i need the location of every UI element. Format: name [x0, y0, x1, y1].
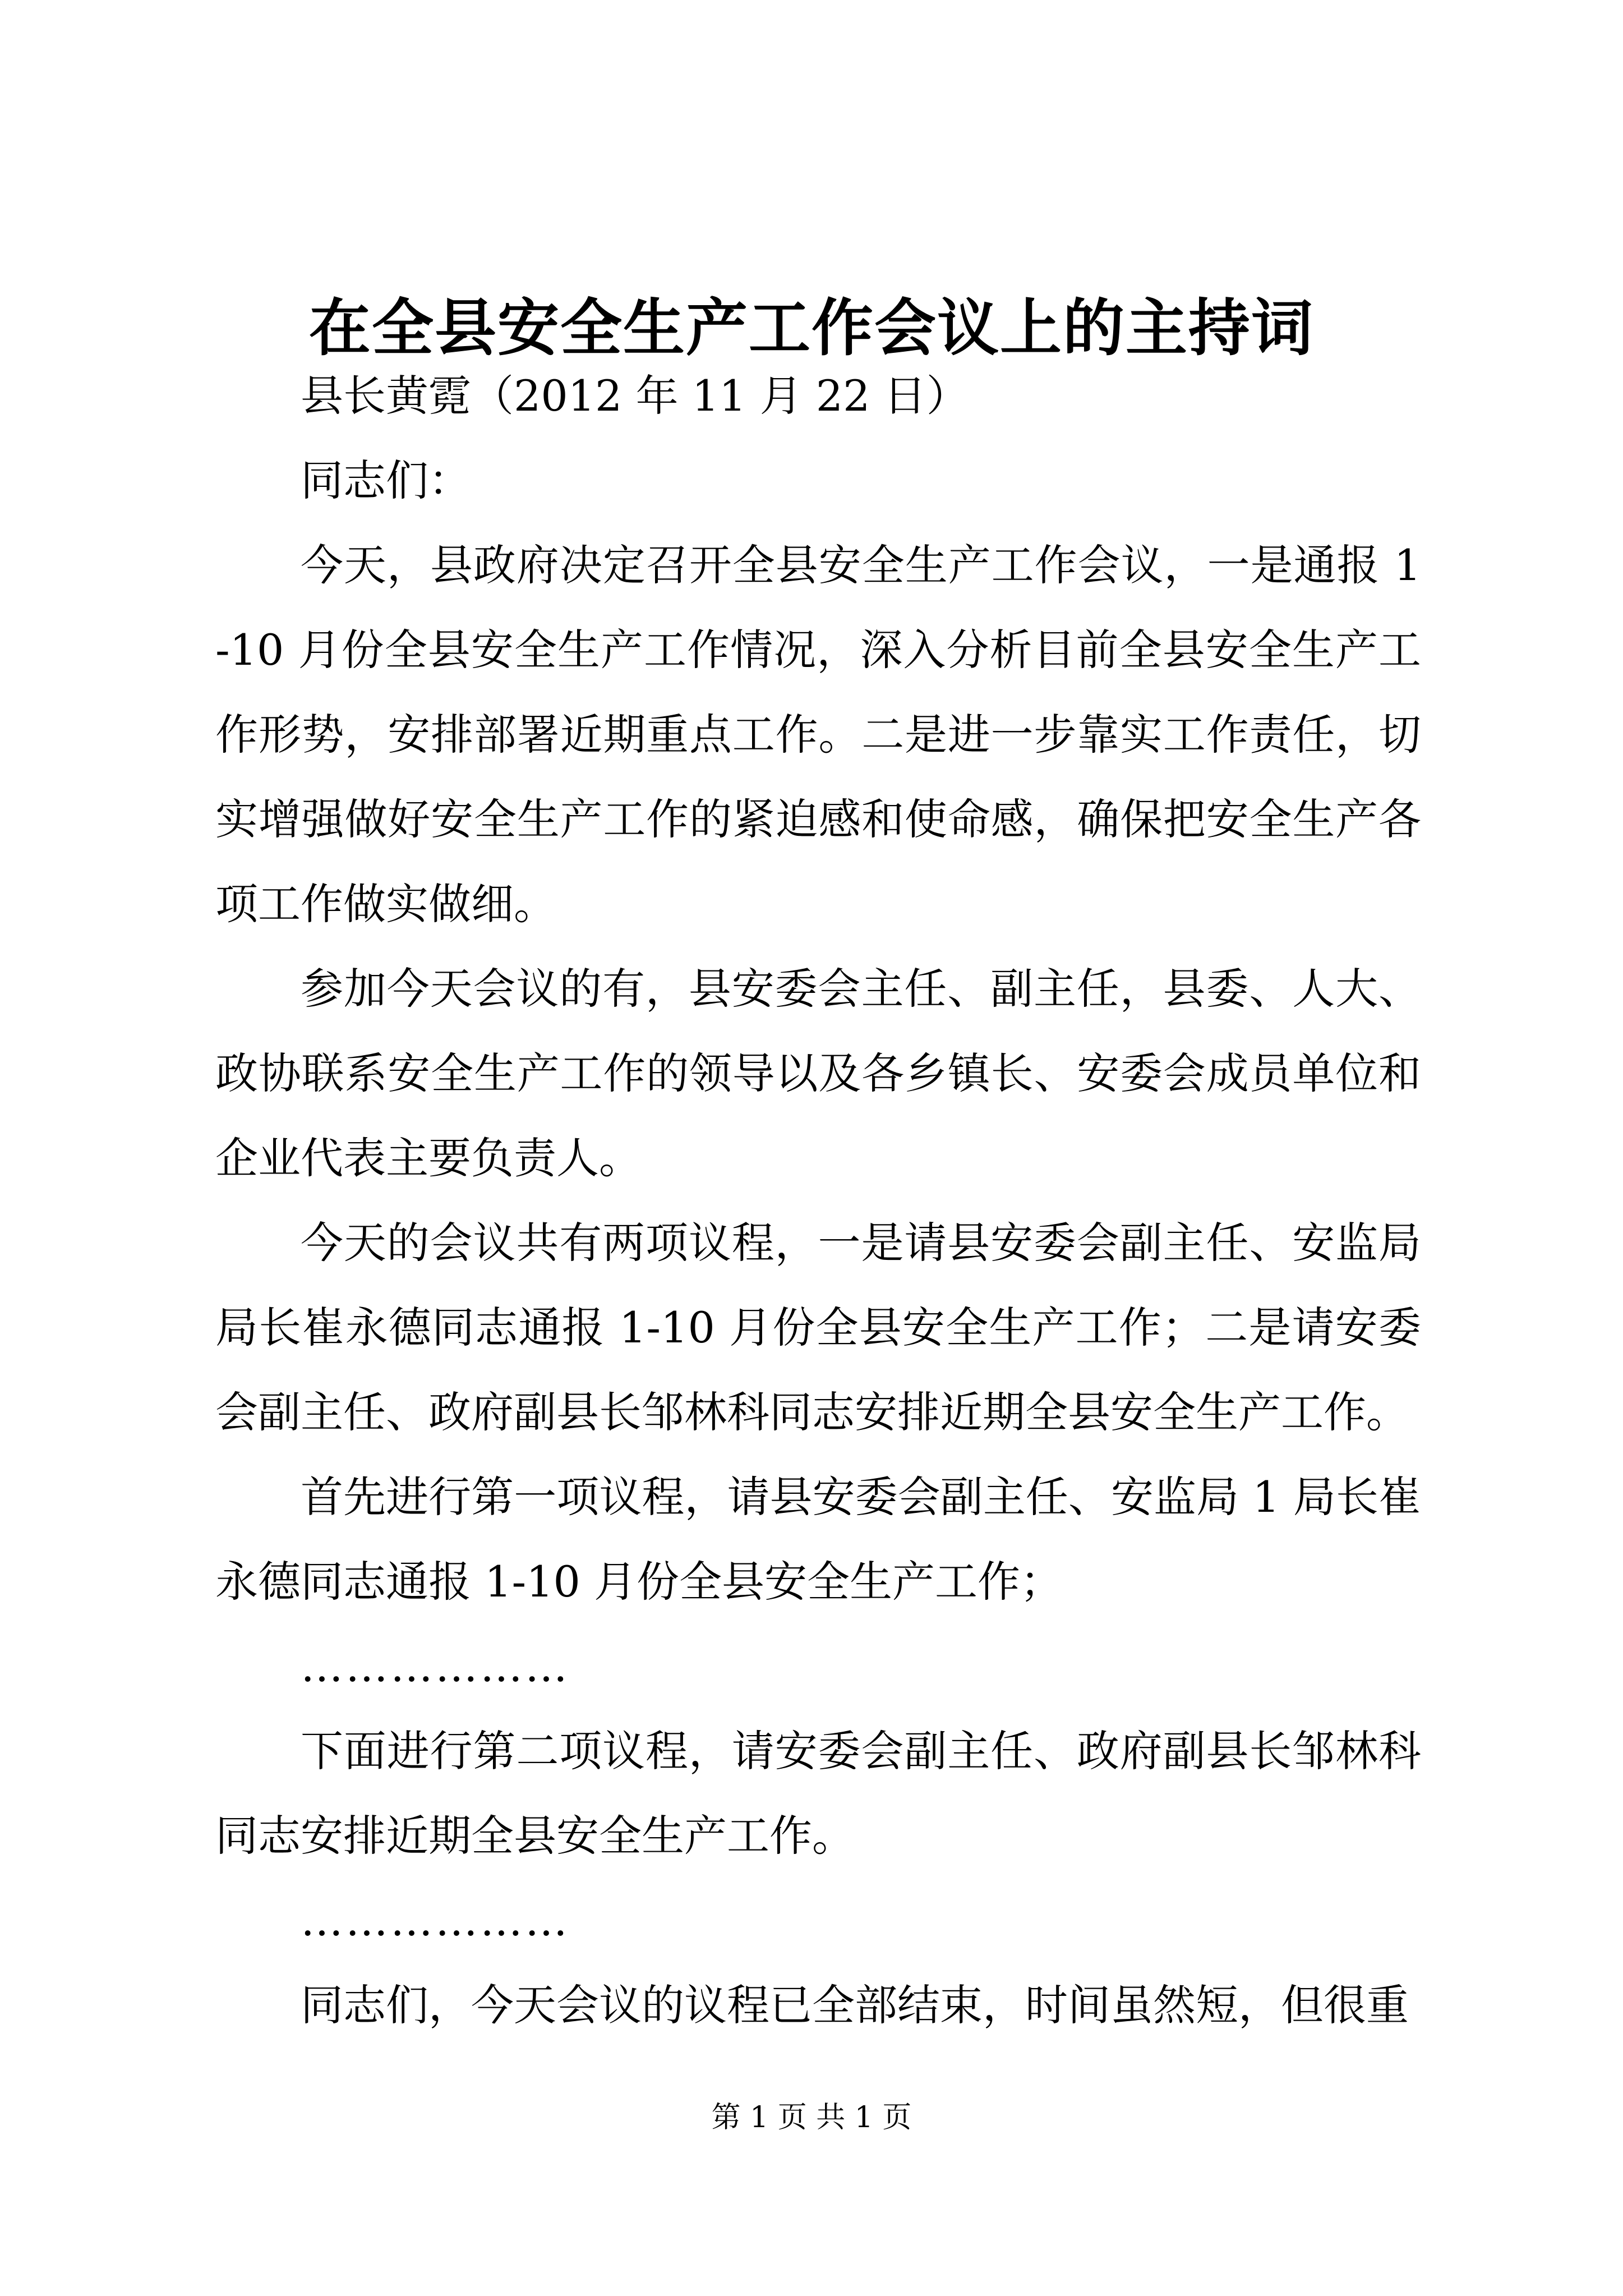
salutation: 同志们： [301, 455, 471, 505]
paragraph-first-item: 首先进行第一项议程，请县安委会副主任、安监局 1 局长崔永德同志通报 1-10 月份全县安全生产工作； [215, 1472, 1421, 1607]
page-number-footer: 第 1 页 共 1 页 [711, 2101, 912, 2134]
paragraph-second-item: 下面进行第二项议程，请安委会副主任、政府副县长邹林科同志安排近期全县安全生产工作。 [215, 1726, 1421, 1861]
paragraph-agenda: 今天的会议共有两项议程，一是请县安委会副主任、安监局局长崔永德同志通报 1-10 月份全县安全生产工作；二是请安委会副主任、政府副县长邹林科同志安排近期全县安全生产工作。 [215, 1218, 1421, 1437]
ellipsis-separator: ……………… [301, 1895, 570, 1945]
paragraph-closing: 同志们，今天会议的议程已全部结束，时间虽然短，但很重 [301, 1980, 1409, 2030]
byline: 县长黄霓（2012 年 11 月 22 日） [301, 371, 969, 421]
page-title: 在全县安全生产工作会议上的主持词 [309, 292, 1314, 364]
ellipsis-separator: ……………… [301, 1641, 570, 1691]
document-body [215, 353, 1421, 2047]
paragraph-meeting-purpose: 今天，县政府决定召开全县安全生产工作会议，一是通报 1-10 月份全县安全生产工作情况，深入分析目前全县安全生产工作形势，安排部署近期重点工作。二是进一步靠实工作责任，切实增强做好安全生产工作的紧迫感和使命感，确保把安全生产各项工作做实做细。 [215, 540, 1421, 929]
paragraph-attendees: 参加今天会议的有，县安委会主任、副主任，县委、人大、政协联系安全生产工作的领导以及各乡镇长、安委会成员单位和企业代表主要负责人。 [215, 964, 1421, 1183]
